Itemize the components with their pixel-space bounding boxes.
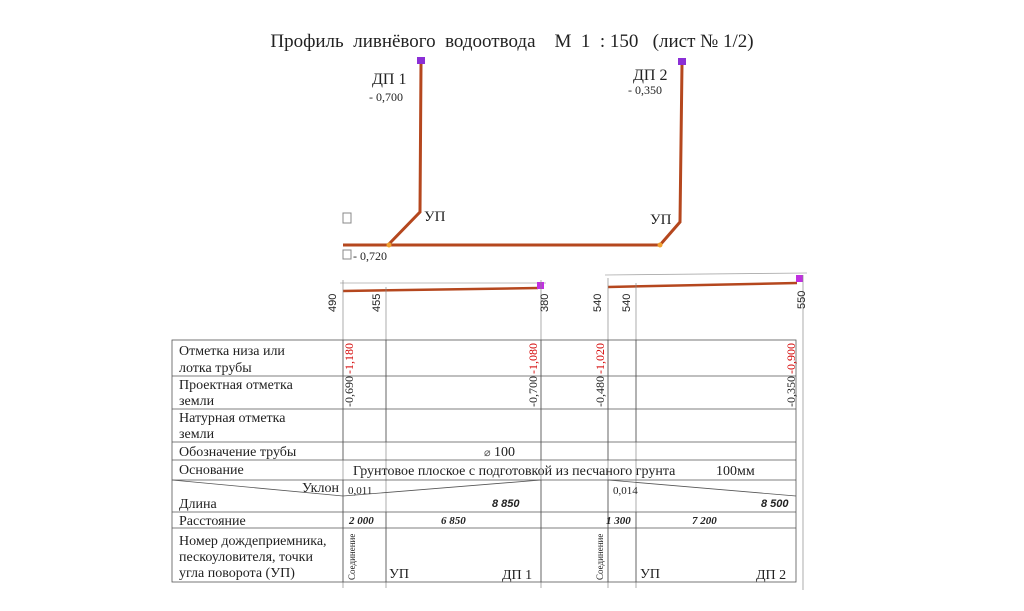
dim-label-550: 550 [796, 290, 808, 309]
label-invert-a: Отметка низа или [179, 344, 285, 359]
dim-label-490: 490 [327, 293, 339, 312]
bend2-marker-icon [658, 243, 663, 248]
ground-2: -0,700 [526, 376, 540, 407]
label-invert-b: лотка трубы [179, 361, 252, 376]
up2-label: УП [650, 212, 672, 228]
invert-3: -1,020 [593, 343, 607, 374]
dim-label-540a: 540 [592, 293, 604, 312]
invert-values [342, 343, 798, 374]
dp1-node-icon [417, 57, 425, 64]
bend1-marker-icon [387, 243, 392, 248]
dp2-elevation: - 0,350 [628, 83, 662, 97]
slope-1: 0,011 [348, 485, 373, 497]
dp-label-1: ДП 1 [502, 568, 533, 583]
connection-box-bottom-icon [343, 250, 351, 259]
label-design-ground-b: земли [179, 394, 215, 409]
page-title: Профиль ливнёвого водоотвода М 1 : 150 (лист № 1/2) [270, 31, 754, 52]
dim-label-455: 455 [371, 293, 383, 312]
label-length: Длина [179, 497, 217, 512]
distance-1: 2 000 [349, 515, 374, 527]
label-slope: Уклон [302, 481, 339, 496]
base-description: Грунтовое плоское с подготовкой из песчаного грунта [353, 464, 676, 479]
up-label-1: УП [389, 567, 410, 582]
conn-label-1: Соединение [347, 533, 357, 580]
profile-pipe-1 [343, 288, 538, 291]
invert-2: -1,080 [526, 343, 540, 374]
label-number-a: Номер дождеприемника, [179, 534, 327, 549]
ground-3: -0,480 [593, 376, 607, 407]
up1-label: УП [424, 209, 446, 225]
profile-node-1-icon [537, 282, 544, 289]
ground-1: -0,690 [342, 376, 356, 407]
label-pipe-designation: Обозначение трубы [179, 445, 297, 460]
invert-1: -1,180 [342, 343, 356, 374]
slope-diagonal-1 [343, 480, 541, 496]
dp2-node-icon [678, 58, 686, 65]
up-label-2: УП [640, 567, 661, 582]
label-number-b: пескоуловителя, точки [179, 550, 313, 565]
plan-diagram [343, 57, 686, 263]
profile-node-2-icon [796, 275, 803, 282]
dp1-label: ДП 1 [372, 71, 407, 88]
dp-label-2: ДП 2 [756, 568, 787, 583]
dim-label-540b: 540 [621, 293, 633, 312]
length-1: 8 850 [492, 498, 520, 510]
dim-label-380: 380 [539, 293, 551, 312]
profile-section-1 [327, 280, 551, 588]
length-2: 8 500 [761, 498, 789, 510]
distance-3: 1 300 [606, 515, 631, 527]
label-distance: Расстояние [179, 514, 246, 529]
base-thickness: 100мм [716, 464, 755, 479]
label-base: Основание [179, 463, 244, 478]
row-labels [179, 344, 339, 581]
slope-2: 0,014 [613, 485, 638, 497]
distance-4: 7 200 [692, 515, 717, 527]
conn-label-2: Соединение [595, 533, 605, 580]
ground-line-2 [605, 273, 807, 275]
connection-box-top-icon [343, 213, 351, 223]
ground-values [342, 376, 798, 407]
dp2-label: ДП 2 [633, 67, 668, 84]
pipe-diameter: 100 [494, 445, 515, 460]
connection-elevation: - 0,720 [353, 249, 387, 263]
distance-values [348, 515, 717, 527]
ground-4: -0,350 [784, 376, 798, 407]
label-actual-ground-b: земли [179, 427, 215, 442]
dp1-elevation: - 0,700 [369, 90, 403, 104]
invert-4: -0,900 [784, 343, 798, 374]
label-design-ground-a: Проектная отметка [179, 378, 293, 393]
profile-section-2 [592, 273, 808, 590]
label-actual-ground-a: Натурная отметка [179, 411, 286, 426]
pipe-diameter-icon: ⌀ [484, 447, 491, 459]
distance-2: 6 850 [441, 515, 466, 527]
label-number-c: угла поворота (УП) [179, 566, 295, 581]
